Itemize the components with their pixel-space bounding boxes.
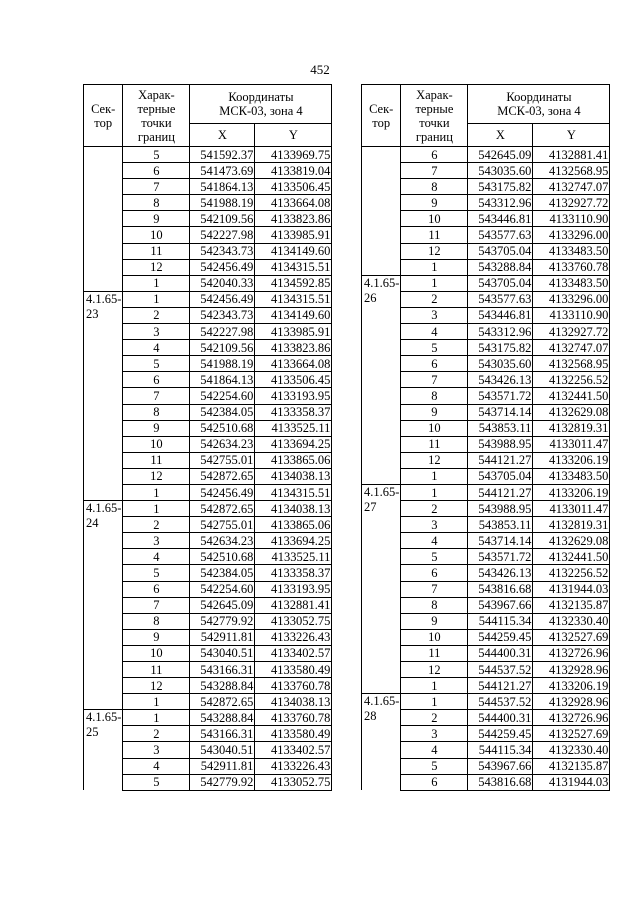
coord-y: 4133506.45 [255, 179, 332, 195]
point-number: 3 [401, 307, 468, 323]
point-number: 3 [123, 324, 190, 340]
coord-y: 4133402.57 [255, 645, 332, 661]
point-number: 2 [123, 517, 190, 533]
coord-y: 4133011.47 [533, 436, 610, 452]
coord-x: 542911.81 [190, 629, 255, 645]
coord-y: 4132819.31 [533, 420, 610, 436]
point-number: 12 [123, 678, 190, 694]
coord-y: 4132928.96 [533, 694, 610, 710]
coord-x: 543988.95 [468, 436, 533, 452]
point-number: 12 [401, 452, 468, 468]
coord-x: 542109.56 [190, 340, 255, 356]
point-number: 9 [123, 211, 190, 227]
header-y: Y [533, 124, 610, 147]
coord-y: 4132881.41 [255, 597, 332, 613]
coord-x: 541988.19 [190, 356, 255, 372]
coord-x: 543577.63 [468, 291, 533, 307]
point-number: 2 [401, 291, 468, 307]
coord-y: 4132441.50 [533, 388, 610, 404]
coord-y: 4133865.06 [255, 517, 332, 533]
point-number: 1 [401, 678, 468, 694]
point-number: 5 [123, 356, 190, 372]
point-number: 5 [123, 565, 190, 581]
point-number: 3 [401, 517, 468, 533]
coord-y: 4132135.87 [533, 597, 610, 613]
coord-x: 543714.14 [468, 533, 533, 549]
sector-id: 4.1.65- 25 [84, 710, 123, 790]
point-number: 5 [123, 774, 190, 790]
coord-y: 4132330.40 [533, 742, 610, 758]
point-number: 1 [123, 291, 190, 307]
coord-x: 541988.19 [190, 195, 255, 211]
coord-x: 543426.13 [468, 372, 533, 388]
table-row [84, 501, 332, 517]
point-number: 10 [401, 629, 468, 645]
point-number: 11 [123, 452, 190, 468]
header-sector: Сек- тор [84, 85, 123, 147]
coord-y: 4133206.19 [533, 484, 610, 500]
coord-y: 4134038.13 [255, 501, 332, 517]
coord-y: 4133525.11 [255, 549, 332, 565]
point-number: 6 [123, 163, 190, 179]
coord-x: 543446.81 [468, 307, 533, 323]
coord-x: 544121.27 [468, 678, 533, 694]
coord-x: 543035.60 [468, 356, 533, 372]
point-number: 12 [123, 468, 190, 484]
point-number: 6 [401, 774, 468, 790]
point-number: 6 [401, 565, 468, 581]
table-row [362, 275, 610, 291]
header-points: Харак- терные точки границ [123, 85, 190, 147]
coord-y: 4132330.40 [533, 613, 610, 629]
coord-x: 542872.65 [190, 501, 255, 517]
coord-y: 4133011.47 [533, 501, 610, 517]
point-number: 7 [401, 372, 468, 388]
header-coordinates: Координаты МСК-03, зона 4 [468, 85, 610, 124]
coord-x: 543571.72 [468, 549, 533, 565]
point-number: 6 [123, 581, 190, 597]
point-number: 7 [123, 597, 190, 613]
coord-y: 4133206.19 [533, 678, 610, 694]
coord-y: 4132927.72 [533, 324, 610, 340]
coord-y: 4133580.49 [255, 662, 332, 678]
point-number: 1 [401, 484, 468, 500]
coord-y: 4134149.60 [255, 307, 332, 323]
coord-y: 4132527.69 [533, 726, 610, 742]
coord-y: 4133193.95 [255, 581, 332, 597]
point-number: 4 [401, 533, 468, 549]
coord-x: 544115.34 [468, 613, 533, 629]
point-number: 5 [401, 340, 468, 356]
point-number: 2 [123, 726, 190, 742]
coord-y: 4133525.11 [255, 420, 332, 436]
coord-x: 543853.11 [468, 420, 533, 436]
table-row [84, 291, 332, 307]
coord-y: 4132441.50 [533, 549, 610, 565]
coord-y: 4133296.00 [533, 291, 610, 307]
coord-x: 544121.27 [468, 452, 533, 468]
point-number: 3 [123, 742, 190, 758]
coord-x: 544259.45 [468, 726, 533, 742]
coord-y: 4134149.60 [255, 243, 332, 259]
coord-y: 4131944.03 [533, 581, 610, 597]
point-number: 10 [123, 436, 190, 452]
coord-x: 543967.66 [468, 758, 533, 774]
point-number: 10 [401, 211, 468, 227]
point-number: 7 [123, 179, 190, 195]
coord-y: 4132629.08 [533, 404, 610, 420]
coord-y: 4133694.25 [255, 436, 332, 452]
sector-id: 4.1.65- 24 [84, 501, 123, 710]
point-number: 4 [123, 340, 190, 356]
coord-y: 4133296.00 [533, 227, 610, 243]
coord-x: 541592.37 [190, 147, 255, 163]
coord-y: 4134592.85 [255, 275, 332, 291]
point-number: 1 [123, 710, 190, 726]
header-y: Y [255, 124, 332, 147]
coord-y: 4134315.51 [255, 291, 332, 307]
coord-x: 543312.96 [468, 195, 533, 211]
point-number: 1 [123, 484, 190, 500]
coord-x: 542227.98 [190, 227, 255, 243]
coord-x: 543040.51 [190, 742, 255, 758]
point-number: 11 [401, 227, 468, 243]
coord-x: 543288.84 [468, 259, 533, 275]
coord-y: 4133483.50 [533, 275, 610, 291]
coord-y: 4132928.96 [533, 662, 610, 678]
coord-x: 543426.13 [468, 565, 533, 581]
sector-id [362, 147, 401, 276]
table-row [84, 710, 332, 726]
point-number: 5 [401, 758, 468, 774]
coord-x: 542872.65 [190, 694, 255, 710]
point-number: 1 [123, 501, 190, 517]
point-number: 12 [123, 259, 190, 275]
point-number: 9 [123, 629, 190, 645]
coord-x: 541864.13 [190, 372, 255, 388]
point-number: 6 [123, 372, 190, 388]
coord-y: 4134038.13 [255, 468, 332, 484]
coord-x: 541473.69 [190, 163, 255, 179]
sector-id: 4.1.65- 23 [84, 291, 123, 500]
coord-y: 4133226.43 [255, 758, 332, 774]
point-number: 1 [123, 275, 190, 291]
coord-y: 4133760.78 [533, 259, 610, 275]
coord-y: 4133694.25 [255, 533, 332, 549]
coord-y: 4132819.31 [533, 517, 610, 533]
table-row [362, 694, 610, 710]
coord-y: 4133506.45 [255, 372, 332, 388]
coord-y: 4133580.49 [255, 726, 332, 742]
coord-x: 543967.66 [468, 597, 533, 613]
coord-x: 543288.84 [190, 710, 255, 726]
coord-y: 4132747.07 [533, 340, 610, 356]
coord-x: 542779.92 [190, 774, 255, 790]
point-number: 8 [123, 195, 190, 211]
coord-y: 4133819.04 [255, 163, 332, 179]
coord-x: 543577.63 [468, 227, 533, 243]
coord-x: 544259.45 [468, 629, 533, 645]
table-row [362, 147, 610, 163]
coord-y: 4133823.86 [255, 211, 332, 227]
coord-y: 4133664.08 [255, 195, 332, 211]
coord-y: 4134315.51 [255, 259, 332, 275]
sector-id: 4.1.65- 28 [362, 694, 401, 791]
coord-x: 542510.68 [190, 549, 255, 565]
point-number: 12 [401, 243, 468, 259]
coord-x: 542384.05 [190, 565, 255, 581]
coord-x: 544121.27 [468, 484, 533, 500]
coord-x: 542510.68 [190, 420, 255, 436]
header-coordinates: Координаты МСК-03, зона 4 [190, 85, 332, 124]
table-row [84, 147, 332, 163]
coord-y: 4132256.52 [533, 565, 610, 581]
coord-x: 542872.65 [190, 468, 255, 484]
point-number: 4 [123, 758, 190, 774]
point-number: 1 [123, 694, 190, 710]
point-number: 4 [401, 324, 468, 340]
point-number: 1 [401, 694, 468, 710]
coord-x: 542456.49 [190, 484, 255, 500]
coord-x: 542384.05 [190, 404, 255, 420]
point-number: 9 [123, 420, 190, 436]
coord-y: 4132527.69 [533, 629, 610, 645]
coord-x: 543816.68 [468, 581, 533, 597]
coord-x: 542911.81 [190, 758, 255, 774]
coord-y: 4133110.90 [533, 307, 610, 323]
coord-y: 4133483.50 [533, 468, 610, 484]
coord-x: 542645.09 [190, 597, 255, 613]
point-number: 2 [123, 307, 190, 323]
coord-x: 542456.49 [190, 259, 255, 275]
coord-x: 543175.82 [468, 179, 533, 195]
coord-x: 543288.84 [190, 678, 255, 694]
point-number: 12 [401, 662, 468, 678]
coord-x: 543175.82 [468, 340, 533, 356]
coord-x: 544400.31 [468, 645, 533, 661]
coord-y: 4132256.52 [533, 372, 610, 388]
coord-x: 541864.13 [190, 179, 255, 195]
coord-x: 542254.60 [190, 581, 255, 597]
point-number: 8 [123, 613, 190, 629]
point-number: 9 [401, 404, 468, 420]
point-number: 3 [401, 726, 468, 742]
coord-x: 542755.01 [190, 517, 255, 533]
coord-y: 4133052.75 [255, 774, 332, 790]
point-number: 2 [401, 710, 468, 726]
point-number: 9 [401, 195, 468, 211]
coord-y: 4132747.07 [533, 179, 610, 195]
coord-x: 542109.56 [190, 211, 255, 227]
coord-x: 542227.98 [190, 324, 255, 340]
coord-y: 4133865.06 [255, 452, 332, 468]
coord-y: 4133760.78 [255, 678, 332, 694]
coord-y: 4131944.03 [533, 774, 610, 790]
header-points: Харак- терные точки границ [401, 85, 468, 147]
coord-y: 4133985.91 [255, 324, 332, 340]
point-number: 11 [123, 662, 190, 678]
coord-y: 4133052.75 [255, 613, 332, 629]
coord-y: 4133664.08 [255, 356, 332, 372]
coord-x: 544400.31 [468, 710, 533, 726]
coord-x: 543714.14 [468, 404, 533, 420]
point-number: 6 [401, 147, 468, 163]
point-number: 7 [401, 163, 468, 179]
coord-x: 544537.52 [468, 662, 533, 678]
coord-y: 4134038.13 [255, 694, 332, 710]
point-number: 11 [401, 436, 468, 452]
page-number: 452 [310, 62, 330, 77]
coord-x: 543705.04 [468, 243, 533, 259]
header-sector: Сек- тор [362, 85, 401, 147]
coord-x: 544537.52 [468, 694, 533, 710]
point-number: 10 [123, 227, 190, 243]
coord-x: 543705.04 [468, 275, 533, 291]
coord-y: 4133110.90 [533, 211, 610, 227]
point-number: 10 [401, 420, 468, 436]
coord-x: 543988.95 [468, 501, 533, 517]
coord-y: 4133402.57 [255, 742, 332, 758]
header-x: X [190, 124, 255, 147]
coordinates-table-right [361, 84, 610, 791]
point-number: 1 [401, 275, 468, 291]
coord-x: 543816.68 [468, 774, 533, 790]
point-number: 5 [401, 549, 468, 565]
table-row [362, 484, 610, 500]
coord-x: 544115.34 [468, 742, 533, 758]
coord-y: 4133193.95 [255, 388, 332, 404]
coord-x: 542343.73 [190, 243, 255, 259]
coord-y: 4132629.08 [533, 533, 610, 549]
coord-y: 4133823.86 [255, 340, 332, 356]
point-number: 8 [123, 404, 190, 420]
point-number: 8 [401, 388, 468, 404]
point-number: 1 [401, 468, 468, 484]
coord-x: 542456.49 [190, 291, 255, 307]
point-number: 11 [401, 645, 468, 661]
coord-y: 4132881.41 [533, 147, 610, 163]
coord-x: 542634.23 [190, 533, 255, 549]
coord-x: 543571.72 [468, 388, 533, 404]
coord-y: 4132726.96 [533, 645, 610, 661]
point-number: 2 [401, 501, 468, 517]
coord-y: 4132568.95 [533, 356, 610, 372]
coord-y: 4132927.72 [533, 195, 610, 211]
coord-x: 543040.51 [190, 645, 255, 661]
coord-x: 543035.60 [468, 163, 533, 179]
point-number: 10 [123, 645, 190, 661]
coord-y: 4132726.96 [533, 710, 610, 726]
point-number: 8 [401, 597, 468, 613]
coord-x: 543166.31 [190, 726, 255, 742]
point-number: 7 [401, 581, 468, 597]
sector-id [84, 147, 123, 292]
coord-y: 4133760.78 [255, 710, 332, 726]
coord-y: 4133483.50 [533, 243, 610, 259]
coord-y: 4133206.19 [533, 452, 610, 468]
coord-x: 542755.01 [190, 452, 255, 468]
coord-y: 4132135.87 [533, 758, 610, 774]
coord-y: 4133985.91 [255, 227, 332, 243]
coord-x: 543166.31 [190, 662, 255, 678]
coord-y: 4132568.95 [533, 163, 610, 179]
point-number: 7 [123, 388, 190, 404]
coord-x: 543705.04 [468, 468, 533, 484]
coord-x: 542779.92 [190, 613, 255, 629]
coord-x: 542645.09 [468, 147, 533, 163]
point-number: 4 [401, 742, 468, 758]
coord-x: 542040.33 [190, 275, 255, 291]
point-number: 11 [123, 243, 190, 259]
point-number: 4 [123, 549, 190, 565]
coord-y: 4133969.75 [255, 147, 332, 163]
coord-x: 543446.81 [468, 211, 533, 227]
coord-y: 4133358.37 [255, 565, 332, 581]
point-number: 3 [123, 533, 190, 549]
coord-x: 542343.73 [190, 307, 255, 323]
sector-id: 4.1.65- 26 [362, 275, 401, 484]
point-number: 9 [401, 613, 468, 629]
coord-y: 4133226.43 [255, 629, 332, 645]
coord-x: 543853.11 [468, 517, 533, 533]
header-x: X [468, 124, 533, 147]
sector-id: 4.1.65- 27 [362, 484, 401, 693]
point-number: 1 [401, 259, 468, 275]
point-number: 5 [123, 147, 190, 163]
point-number: 8 [401, 179, 468, 195]
coord-x: 543312.96 [468, 324, 533, 340]
coordinates-table-left [83, 84, 332, 791]
point-number: 6 [401, 356, 468, 372]
coord-y: 4134315.51 [255, 484, 332, 500]
coord-y: 4133358.37 [255, 404, 332, 420]
coord-x: 542634.23 [190, 436, 255, 452]
coord-x: 542254.60 [190, 388, 255, 404]
